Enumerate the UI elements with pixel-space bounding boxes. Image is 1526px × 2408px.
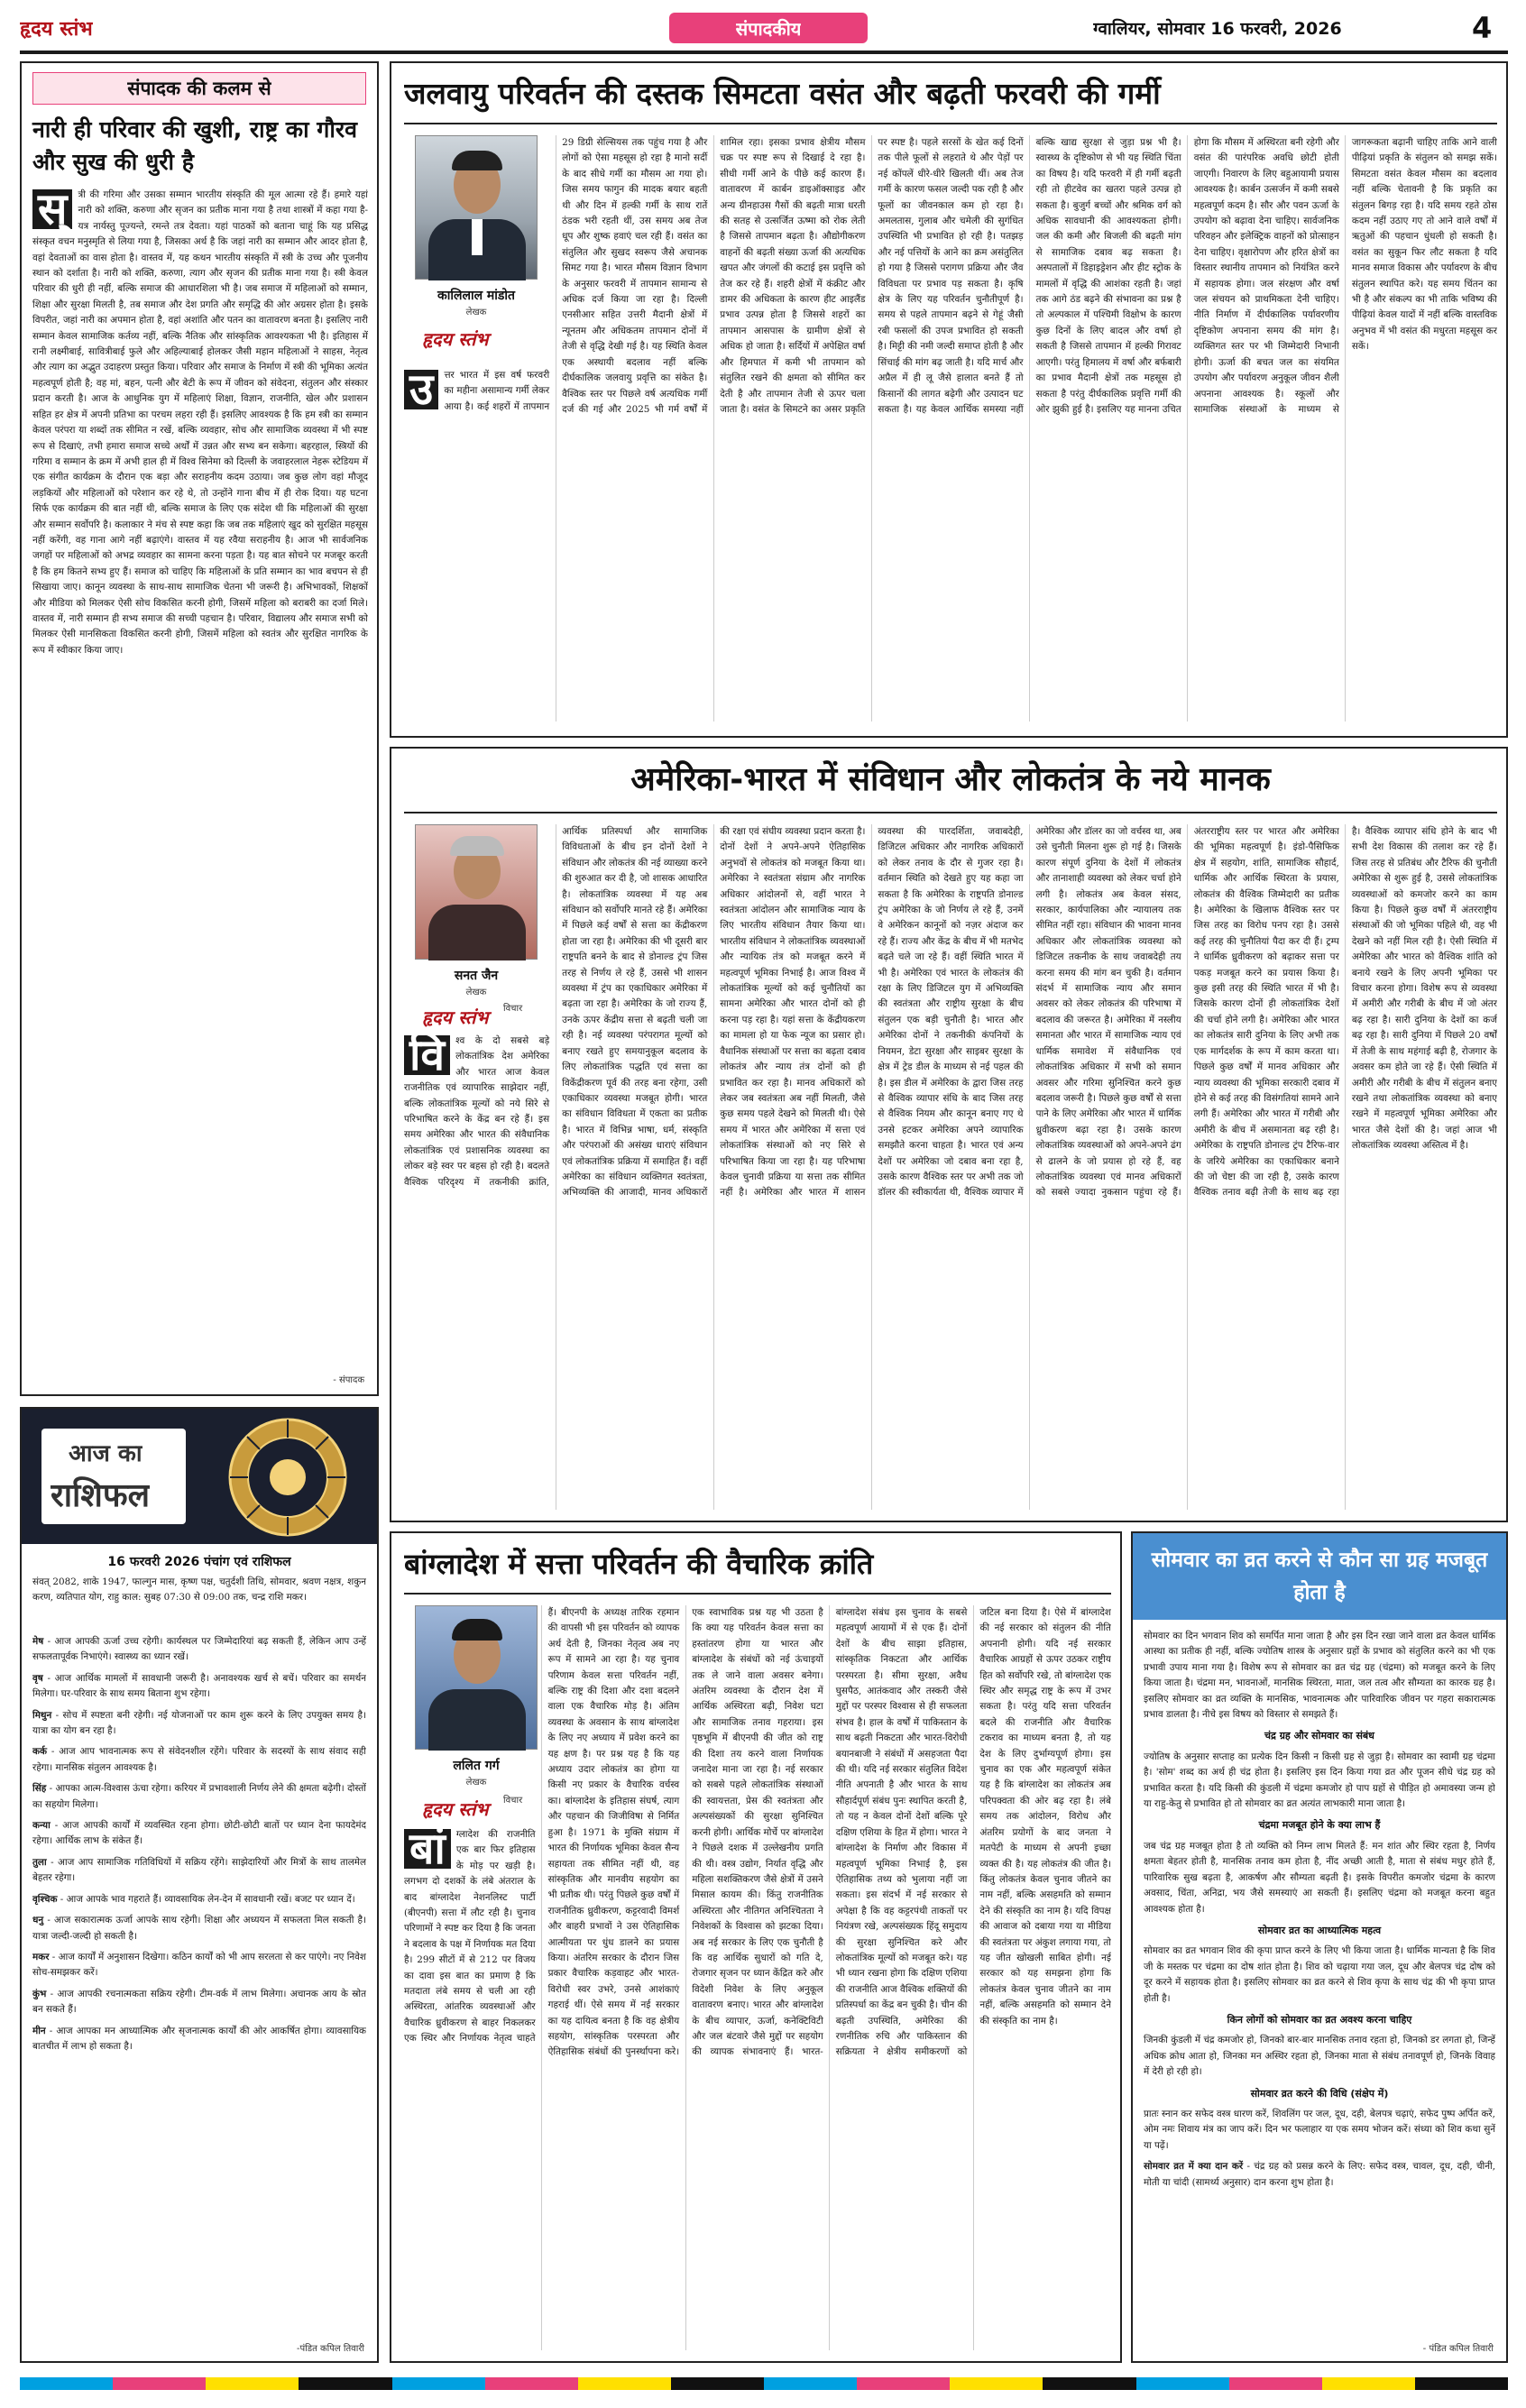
brand-tag: हृदय स्तंभ <box>422 1006 489 1028</box>
list-item: कर्क - आज आप भावनात्मक रूप से संवेदनशील रहेंगे। परिवार के सदस्यों के साथ संवाद सही रहेगा। मानसिक संतुलन आवश्यक है। <box>32 1746 366 1773</box>
sidebar-sub2-body: जब चंद्र ग्रह मजबूत होता है तो व्यक्ति को निम्न लाभ मिलते हैं: मन शांत और स्थिर रहता है, निर्णय क्षमता बेहतर होती है, मानसिक तनाव कम होता है, नींद अच्छी आती है, माता से संबंध मधुर होते हैं, पारिवारिक सुख बढ़ता है, आकर्षण और सौम्यता बढ़ती है। इसके विपरीत कमजोर चंद्रमा के कारण अवसाद, चिंता, अनिद्रा, भय जैसे समस्याएं आ सकती हैं। इसलिए चंद्रमा को मजबूत करना बहुत आवश्यक होता है। <box>1144 1840 1495 1915</box>
article-democracy-dropcap: वि <box>404 1035 450 1075</box>
sidebar-sub5-body: प्रातः स्नान कर सफेद वस्त्र धारण करें, शिवलिंग पर जल, दूध, दही, बेलपत्र चढ़ाएं, सफेद पुष्प अर्पित करें, ओम नमः शिवाय मंत्र का जाप करें। दिन भर फलाहार या एक समय भोजन करें। संध्या को शिव कथा सुनें या पढ़ें। <box>1144 2108 1495 2151</box>
list-item: मिथुन - सोच में स्पष्टता बनी रहेगी। नई योजनाओं पर काम शुरू करने के लिए उपयुक्त समय है। यात्रा का योग बन रहा है। <box>32 1709 366 1737</box>
brand-tag: हृदय स्तंभ <box>422 1798 489 1820</box>
sign-text: आज आपकी ऊर्जा उच्च रहेगी। कार्यस्थल पर जिम्मेदारियां बढ़ सकती हैं, लेकिन आप उन्हें सफलतापूर्वक निभाएंगे। स्वास्थ्य का ध्यान रखें। <box>32 1636 366 1663</box>
rashifal-box <box>20 1407 379 2363</box>
sign-text: आज आपका मन आध्यात्मिक और सृजनात्मक कार्यों की ओर आकर्षित होगा। व्यावसायिक बातचीत में लाभ हो सकता है। <box>32 2025 366 2052</box>
sign-name: धनु <box>32 1915 44 1926</box>
list-item: वृष - आज आर्थिक मामलों में सावधानी जरूरी है। अनावश्यक खर्च से बचें। परिवार का समर्थन मिलेगा। घर-परिवार के साथ समय बिताना शुभ रहेगा। <box>32 1672 366 1700</box>
article-climate-rule <box>404 123 1497 124</box>
sidebar-headline: सोमवार का व्रत करने से कौन सा ग्रह मजबूत होता है <box>1151 1549 1488 1604</box>
sign-text: आज आर्थिक मामलों में सावधानी जरूरी है। अनावश्यक खर्च से बचें। परिवार का समर्थन मिलेगा। घर-परिवार के साथ समय बिताना शुभ रहेगा। <box>32 1672 366 1700</box>
sign-text: आज आपकी कार्यों में व्यवस्थित रहना होगा। छोटी-छोटी बातों पर ध्यान देना फायदेमंद रहेगा। आर्थिक लाभ के संकेत हैं। <box>32 1820 366 1847</box>
editor-kicker-box <box>32 72 366 105</box>
article-democracy-body-wrap <box>404 824 1497 1510</box>
sign-text: आज आपकी रचनात्मकता सक्रिय रहेगी। टीम-वर्क में लाभ मिलेगा। अचानक आय के स्रोत बन सकते हैं। <box>32 1988 366 2016</box>
masthead <box>20 11 1508 47</box>
sign-text: आज सकारात्मक ऊर्जा आपके साथ रहेगी। शिक्षा और अध्ययन में सफलता मिल सकती है। यात्रा जल्दी-जल्दी हो सकती है। <box>32 1915 366 1942</box>
sign-name: मिथुन <box>32 1709 52 1721</box>
article-bangladesh-body: ग्लादेश की राजनीति एक बार फिर इतिहास के मोड़ पर खड़ी है। लगभग दो दशकों के लंबे अंतराल के बाद बांग्लादेश नेशनलिस्ट पार्टी (बीएनपी) सत्ता में लौट रही है। चुनाव परिणामों ने स्पष्ट कर दिया है कि जनता ने बदलाव के पक्ष में निर्णायक मत दिया है। 299 सीटों में से 212 पर विजय का दावा इस बात का प्रमाण है कि मतदाता लंबे समय से चली आ रही अस्थिरता, आंतरिक व्यवस्थाओं और वैचारिक ध्रुवीकरण से बाहर निकलकर एक स्थिर और निर्णायक नेतृत्व चाहते हैं। बीएनपी के अध्यक्ष तारिक रहमान की वापसी भी इस परिवर्तन को व्यापक अर्थ देती है, जिनका नेतृत्व अब नए रूप में सामने आ रहा है। यह चुनाव परिणाम केवल सत्ता परिवर्तन नहीं, बल्कि राष्ट्र की दिशा और दशा बदलने वाला एक वैचारिक मोड़ है। अंतिम व्यवस्था के अवसान के साथ बांग्लादेश के लिए नए अध्याय में प्रवेश करने का यह क्षण है। पर प्रश्न यह है कि यह अध्याय उदार लोकतंत्र का होगा या किसी नए प्रकार के वैचारिक वर्चस्व का। बांग्लादेश के इतिहास संघर्ष, त्याग और पहचान की जिजीविषा से निर्मित हुआ है। 1971 के मुक्ति संग्राम में भारत की निर्णायक भूमिका केवल सैन्य सहायता तक सीमित नहीं थी, वह सांस्कृतिक और मानवीय सहयोग का भी प्रतीक थी। परंतु पिछले कुछ वर्षों में राजनीतिक ध्रुवीकरण, कट्टरवादी विमर्श और बाहरी प्रभावों ने उस ऐतिहासिक आत्मीयता पर धुंध डालने का प्रयास किया। अंतरिम सरकार के दौरान जिस प्रकार वैचारिक कड़वाहट और भारत-विरोधी स्वर उभरे, उनसे आशंकाएं गहराई थीं। ऐसे समय में नई सरकार का यह दायित्व बनता है कि वह क्षेत्रीय सहयोग, सांस्कृतिक परस्परता और ऐतिहासिक संबंधों की पुनर्स्थापना करे। एक स्वाभाविक प्रश्न यह भी उठता है कि क्या यह परिवर्तन केवल सत्ता का हस्तांतरण होगा या भारत और बांग्लादेश के संबंधों को नई ऊंचाइयों तक ले जाने वाला अवसर बनेगा। अंतरिम व्यवस्था के दौरान देश में आर्थिक अस्थिरता बढ़ी, निवेश घटा और सामाजिक तनाव गहराया। इस पृष्ठभूमि में बीएनपी की जीत को राष्ट्र की दिशा तय करने वाला निर्णायक जनादेश माना जा रहा है। नई सरकार को सबसे पहले लोकतांत्रिक संस्थाओं की स्वायत्तता, प्रेस की स्वतंत्रता और अल्पसंख्यकों की सुरक्षा सुनिश्चित करनी होगी। आर्थिक मोर्चे पर बांग्लादेश ने पिछले दशक में उल्लेखनीय प्रगति की थी। वस्त्र उद्योग, निर्यात वृद्धि और महिला सशक्तिकरण जैसे क्षेत्रों में उसने मिसाल कायम की। किंतु राजनीतिक अस्थिरता और नीतिगत अनिश्चितता ने निवेशकों के विश्वास को झटका दिया। अब नई सरकार के लिए एक चुनौती है कि वह आर्थिक सुधारों को गति दे, रोजगार सृजन पर ध्यान केंद्रित करे और विदेशी निवेश के लिए अनुकूल वातावरण बनाए। भारत और बांग्लादेश के बीच व्यापार, ऊर्जा, कनेक्टिविटी और जल बंटवारे जैसे मुद्दों पर सहयोग की व्यापक संभावनाएं हैं। भारत-बांग्लादेश संबंध इस चुनाव के सबसे महत्वपूर्ण आयामों में से एक हैं। दोनों देशों के बीच साझा इतिहास, सांस्कृतिक निकटता और आर्थिक परस्परता है। सीमा सुरक्षा, अवैध घुसपैठ, आतंकवाद और तस्करी जैसे मुद्दों पर परस्पर विश्वास से ही सफलता संभव है। हाल के वर्षों में पाकिस्तान के साथ बढ़ती निकटता और भारत-विरोधी बयानबाजी ने संबंधों में असहजता पैदा की थी। यदि नई सरकार संतुलित विदेश नीति अपनाती है और भारत के साथ सौहार्दपूर्ण संबंध पुनः स्थापित करती है, तो यह न केवल दोनों देशों बल्कि पूरे दक्षिण एशिया के हित में होगा। भारत ने बांग्लादेश के निर्माण और विकास में महत्वपूर्ण भूमिका निभाई है, इस ऐतिहासिक तथ्य को भुलाया नहीं जा सकता। इस संदर्भ में नई सरकार से अपेक्षा है कि वह कट्टरपंथी ताकतों पर नियंत्रण रखे, अल्पसंख्यक हिंदू समुदाय की सुरक्षा सुनिश्चित करे और लोकतांत्रिक मूल्यों को मजबूत करे। यह भी ध्यान रखना होगा कि दक्षिण एशिया की राजनीति आज वैश्विक शक्तियों की प्रतिस्पर्धा का केंद्र बन चुकी है। चीन की बढ़ती उपस्थिति, अमेरिका की रणनीतिक रुचि और पाकिस्तान की सक्रियता ने क्षेत्रीय समीकरणों को जटिल बना दिया है। ऐसे में बांग्लादेश की नई सरकार को संतुलन की नीति अपनानी होगी। यदि नई सरकार वैचारिक आग्रहों से ऊपर उठकर राष्ट्रीय हित को सर्वोपरि रखे, तो बांग्लादेश एक स्थिर और समृद्ध राष्ट्र के रूप में उभर सकता है। परंतु यदि सत्ता परिवर्तन बदले की राजनीति और वैचारिक टकराव का माध्यम बनता है, तो यह देश के लिए दुर्भाग्यपूर्ण होगा। इस चुनाव का एक और महत्वपूर्ण संकेत यह है कि बांग्लादेश का लोकतंत्र अब परिपक्वता की ओर बढ़ रहा है। लंबे समय तक आंदोलन, विरोध और अंतरिम प्रयोगों के बाद जनता ने मतपेटी के माध्यम से अपनी इच्छा व्यक्त की है। यह लोकतंत्र की जीत है। किंतु लोकतंत्र केवल चुनाव जीतने का नाम नहीं, बल्कि असहमति को सम्मान देने की संस्कृति का नाम है। यदि विपक्ष की आवाज को दबाया गया या मीडिया की स्वतंत्रता पर अंकुश लगाया गया, तो यह जीत खोखली साबित होगी। नई सरकार को यह समझना होगा कि लोकतंत्र केवल चुनाव जीतने का नाम नहीं, बल्कि असहमति को सम्मान देने की संस्कृति का नाम है। <box>404 1607 1111 2058</box>
sign-name: वृष <box>32 1672 43 1684</box>
editor-dropcap: स् <box>32 189 72 229</box>
list-item: वृश्चिक - आज आपके भाव गहराते हैं। व्यावसायिक लेन-देन में सावधानी रखें। बजट पर ध्यान दें। <box>32 1893 355 1905</box>
editor-body-wrap <box>32 188 368 1360</box>
editor-column <box>20 61 379 1396</box>
article-bangladesh-headline: बांग्लादेश में सत्ता परिवर्तन की वैचारिक क्रांति <box>404 1547 874 1581</box>
author-name: सनत जैन <box>454 969 499 983</box>
byline-spacer <box>404 135 549 368</box>
masthead-rule <box>20 51 1508 54</box>
sign-name: कर्क <box>32 1746 47 1758</box>
list-item: मेष - आज आपकी ऊर्जा उच्च रहेगी। कार्यस्थल पर जिम्मेदारियां बढ़ सकती हैं, लेकिन आप उन्हें सफलतापूर्वक निभाएंगे। स्वास्थ्य का ध्यान रखें। <box>32 1636 366 1663</box>
sign-name: कुंभ <box>32 1988 47 1999</box>
column-name: हृदय स्तंभ <box>20 18 93 41</box>
list-item: धनु - आज सकारात्मक ऊर्जा आपके साथ रहेगी। शिक्षा और अध्ययन में सफलता मिल सकती है। यात्रा जल्दी-जल्दी हो सकती है। <box>32 1915 366 1942</box>
page-number: 4 <box>1472 11 1493 45</box>
author-name: ललित गर्ग <box>453 1759 500 1773</box>
author-role: लेखक <box>465 1778 487 1788</box>
list-item: कुंभ - आज आपकी रचनात्मकता सक्रिय रहेगी। टीम-वर्क में लाभ मिलेगा। अचानक आय के स्रोत बन सकते हैं। <box>32 1988 366 2016</box>
article-democracy-headline: अमेरिका-भारत में संविधान और लोकतंत्र के नये मानक <box>630 761 1271 798</box>
sign-name: सिंह <box>32 1783 47 1795</box>
sidebar-sub2: चंद्रमा मजबूत होने के क्या लाभ हैं <box>1258 1819 1381 1832</box>
editor-kicker: संपादक की कलम से <box>127 78 271 99</box>
editor-signature: - संपादक <box>333 1375 364 1385</box>
brand-tag: हृदय स्तंभ <box>422 328 489 350</box>
list-item: मकर - आज कार्यों में अनुशासन दिखेगा। कठिन कार्यों को भी आप सरलता से कर पाएंगे। नए निवेश सोच-समझकर करें। <box>32 1951 366 1979</box>
sidebar-sub1: चंद्र ग्रह और सोमवार का संबंध <box>1264 1730 1374 1742</box>
section-label: संपादकीय <box>735 17 802 40</box>
sign-name: मीन <box>32 2025 46 2036</box>
article-climate-dropcap: उ <box>404 370 438 409</box>
sign-text: आज आप भावनात्मक रूप से संवेदनशील रहेंगे। परिवार के सदस्यों के साथ संवाद सही रहेगा। मानसिक संतुलन आवश्यक है। <box>32 1746 366 1773</box>
byline-spacer <box>404 824 549 1034</box>
sign-name: मकर <box>32 1951 50 1962</box>
sidebar-sub3-body: सोमवार का व्रत भगवान शिव की कृपा प्राप्त करने के लिए भी किया जाता है। धार्मिक मान्यता है कि शिव जी के मस्तक पर चंद्रमा का दोष शांत होता है। शिव को चढ़ाया गया जल, दूध और बेलपत्र चंद्र दोष को दूर करने में सहायक होता है। इसलिए सोमवार का व्रत करने से शिव कृपा के साथ चंद्र की भी कृपा प्राप्त होती है। <box>1144 1945 1495 2004</box>
sidebar-sub3: सोमवार व्रत का आध्यात्मिक महत्व <box>1257 1924 1382 1936</box>
article-democracy-body: श्व के दो सबसे बड़े लोकतांत्रिक देश अमेरिका और भारत आज केवल राजनीतिक एवं व्यापारिक साझेदार नहीं, बल्कि लोकतांत्रिक मूल्यों को नये सिरे से परिभाषित करने के केंद्र बन रहे हैं। इस समय अमेरिका और भारत की संवैधानिक लोकतांत्रिक एवं प्रशासनिक व्यवस्था का लोकर बड़े स्वर पर बहस हो रही है। बदलते वैश्विक परिदृश्य में तकनीकी क्रांति, आर्थिक प्रतिस्पर्धा और सामाजिक विविधताओं के बीच इन दोनों देशों ने संविधान और लोकतंत्र की नई व्याख्या करने की शुरुआत कर दी है, जो शासक आधारित है। लोकतांत्रिक व्यवस्था में यह अब संविधान को सर्वोपरि मानते रहे हैं। अमेरिका में पिछले कई वर्षों से सत्ता का केंद्रीकरण होता जा रहा है। अमेरिका की भी दूसरी बार राष्ट्रपति बनने के बाद से डोनाल्ड ट्रंप जिस तरह से निर्णय ले रहे हैं, उससे भी शासन व्यवस्था में ट्रंप का एकाधिकार अमेरिका में बढ़ता जा रहा है। अमेरिका के जो राज्य हैं, उनके ऊपर केंद्रीय सत्ता से बढ़ती चली जा रही है। नई व्यवस्था परंपरागत मूल्यों को बनाए रखते हुए समयानुकूल बदलाव के लिए लोकतांत्रिक पद्धति एवं सत्ता का विकेंद्रीकरण पूर्व की तरह बना रहेगा, उसी एकाधिकार व्यवस्था मजबूत होगी। भारत का संविधान विविधता में एकता का प्रतीक है। भारत में विभिन्न भाषा, धर्म, संस्कृति और परंपराओं की असंख्य धाराएं संविधान एवं लोकतांत्रिक प्रक्रिया में समाहित हैं। वहीं अमेरिका का संविधान व्यक्तिगत स्वतंत्रता, अभिव्यक्ति की आजादी, मानव अधिकारों की रक्षा एवं संघीय व्यवस्था प्रदान करता है। दोनों देशों ने अपने-अपने ऐतिहासिक अनुभवों से लोकतंत्र को मजबूत किया था। अमेरिका ने स्वतंत्रता संग्राम और नागरिक अधिकार आंदोलनों से, वहीं भारत ने स्वतंत्रता आंदोलन और सामाजिक न्याय के लिए भारतीय संविधान तैयार किया था। भारतीय संविधान ने लोकतांत्रिक व्यवस्थाओं और न्यायिक तंत्र को मजबूत करने में महत्वपूर्ण भूमिका निभाई है। आज विश्व में लोकतांत्रिक मूल्यों को कई चुनौतियों का सामना अमेरिका और भारत दोनों को ही करना पड़ रहा है। यहां सत्ता के केंद्रीयकरण का मामला हो या फेक न्यूज का प्रसार हो। वैधानिक संस्थाओं पर सत्ता का बढ़ता दबाव लोकतंत्र और न्याय तंत्र दोनों को ही प्रभावित कर रहा है। मानव अधिकारों को लेकर जब स्वतंत्रता अब नहीं मिलती, जैसे कुछ समय पहले देखने को मिलती थी। ऐसे समय में भारत और अमेरिका में सत्ता एवं लोकतांत्रिक संस्थाओं को नए सिरे से परिभाषित किया जा रहा है। यह परिभाषा केवल चुनावी प्रक्रिया या सत्ता तक सीमित नहीं है। अमेरिका और भारत में शासन व्यवस्था की पारदर्शिता, जवाबदेही, डिजिटल अधिकार और नागरिक अधिकारों को लेकर तनाव के दौर से गुजर रहा है। वर्तमान स्थिति को देखते हुए यह कहा जा सकता है कि अमेरिका के राष्ट्रपति डोनाल्ड ट्रंप अमेरिका के जो निर्णय ले रहे हैं, उनमें वे अमेरिकन कानूनों को नज़र अंदाज कर रहे हैं। राज्य और केंद्र के बीच में भी मतभेद बढ़ते चले जा रहे हैं। वहीं स्थिति भारत में भी है। अमेरिका एवं भारत के लोकतंत्र की रक्षा के लिए डिजिटल युग में अभिव्यक्ति की स्वतंत्रता और राष्ट्रीय सुरक्षा के बीच संतुलन एक बड़ी चुनौती है। भारत और अमेरिका दोनों ने तकनीकी कंपनियों के नियमन, डेटा सुरक्षा और साइबर सुरक्षा के क्षेत्र में ट्रेड डील के माध्यम से नई पहल की है। इस डील में अमेरिका के द्वारा जिस तरह से वैश्विक व्यापार संधि के बाद जिस तरह से वैश्विक नियम और कानून बनाए गए थे उनसे हटकर अमेरिका अपने व्यापारिक समझौते करना चाहता है। भारत एवं अन्य देशों पर अमेरिका जो दबाव बना रहा है, उसके कारण वैश्विक स्तर पर अभी तक जो डॉलर की स्वीकार्यता थी, वैश्विक व्यापार में अमेरिका और डॉलर का जो वर्चस्व था, अब उसे चुनौती मिलना शुरू हो गई है। जिसके कारण संपूर्ण दुनिया के देशों में लोकतंत्र और तानाशाही व्यवस्था को लेकर चर्चा होने लगी है। लोकतंत्र अब केवल संसद, सरकार, कार्यपालिका और न्यायालय तक सीमित नहीं रहा। संविधान की भावना मानव अधिकार और लोकतांत्रिक व्यवस्था को डिजिटल तकनीक के साथ जवाबदेही तय करना समय की मांग बन चुकी है। वर्तमान संदर्भ में सामाजिक न्याय और समान अवसर को लेकर लोकतंत्र की परिभाषा में बदलाव की जरूरत है। अमेरिका में नस्लीय समानता और भारत में सामाजिक न्याय एवं धार्मिक समावेश में संवैधानिक एवं लोकतांत्रिक अधिकार में सभी को समान अवसर और गरिमा सुनिश्चित करने कुछ बदलाव जरूरी है। पिछले कुछ वर्षों से सत्ता पाने के लिए अमेरिका और भारत में धार्मिक ध्रुवीकरण बढ़ा रहा है। उसके कारण लोकतांत्रिक व्यवस्थाओं को अपने-अपने ढंग से ढालने के जो प्रयास हो रहे हैं, वह लोकतांत्रिक व्यवस्था एवं मानव अधिकारों को सबसे ज्यादा नुकसान पहुंचा रहे हैं। अंतरराष्ट्रीय स्तर पर भारत और अमेरिका की भूमिका महत्वपूर्ण है। इंडो-पैसिफिक क्षेत्र में सहयोग, शांति, सामाजिक सौहार्द, धार्मिक और आर्थिक स्थिरता के प्रयास, लोकतंत्र की वैश्विक जिम्मेदारी का प्रतीक है। अमेरिका के खिलाफ वैश्विक स्तर पर जिस तरह का विरोध पनप रहा है। उससे कई तरह की चुनौतियां पैदा कर दी हैं। ट्रम्प ने धार्मिक ध्रुवीकरण को बढ़ाकर सत्ता पर पकड़ मजबूत करने का प्रयास किया है। कुछ इसी तरह की स्थिति भारत में भी है। जिसके कारण दोनों ही लोकतांत्रिक देशों की चर्चा होने लगी है। अमेरिका और भारत का लोकतंत्र सारी दुनिया के लिए अभी तक एक मार्गदर्शक के रूप में काम करता था। पिछले कुछ वर्षों में मानव अधिकार और न्याय व्यवस्था की भूमिका सरकारी दबाव में होने से कई तरह की विसंगतियां सामने आने लगी हैं। अमेरिका और भारत में गरीबी और अमीरी के बीच में असमानता बढ़ रही है। अमेरिका के राष्ट्रपति डोनाल्ड ट्रंप टैरिफ-वार के जरिये अमेरिका का एकाधिकार बनाने की जो चेष्टा की जा रही है, उसके कारण वैश्विक तनाव बढ़ी तेजी के साथ बढ़ रहा है। वैश्विक व्यापार संधि होने के बाद भी सभी देश विकास की तलाश कर रहे हैं। जिस तरह से प्रतिबंध और टैरिफ की चुनौती अमेरिका से शुरू हुई है, उससे लोकतांत्रिक व्यवस्थाओं को कमजोर करने का काम किया है। पिछले कुछ वर्षों में अंतरराष्ट्रीय संस्थाओं की जो भूमिका पहिले थी, वह भी देखने को नहीं मिल रही है। ऐसी स्थिति में अमेरिका और भारत को वैश्विक शांति को बनाये रखने के लिए अपनी भूमिका पर विचार करना होगा। विशेष रूप से व्यवस्था में अमीरी और गरीबी के बीच में जो अंतर बढ़ रहा है। सारी दुनिया के देशों का कर्ज बढ़ रहा है। सारी दुनिया में पिछले 20 वर्षों में तेजी के साथ महंगाई बढ़ी है, रोजगार के अवसर कम होते जा रहे हैं। ऐसी स्थिति में अमीरी और गरीबी के बीच में संतुलन बनाए रखने तथा लोकतांत्रिक व्यवस्था को बनाए रखने में महत्वपूर्ण भूमिका अमेरिका और भारत जैसे देशों की है। जहां आज भी लोकतांत्रिक व्यवस्था अस्तित्व में है। <box>404 826 1497 1199</box>
article-climate-body: त्तर भारत में इस वर्ष फरवरी का महीना असामान्य गर्मी लेकर आया है। कई शहरों में तापमान 29 डिग्री सेल्सियस तक पहुंच गया है और लोगों को ऐसा महसूस हो रहा है मानो सर्दी के बाद सीधे गर्मी का मौसम आ गया हो। जिस समय फागुन की मादक बयार बहती थी और दिन में हल्की गर्मी के साथ रातें ठंडक भरी रहती थीं, उस समय अब तेज धूप और शुष्क हवाएं चल रही हैं। वसंत का संतुलित और सुखद स्वरूप जैसे अचानक सिमट गया है। भारत मौसम विज्ञान विभाग के अनुसार फरवरी में तापमान सामान्य से अधिक दर्ज किया जा रहा है। दिल्ली एनसीआर सहित उत्तरी मैदानी क्षेत्रों में न्यूनतम और अधिकतम तापमान दोनों में तेजी से वृद्धि देखी गई है। यह स्थिति केवल एक अस्थायी बदलाव नहीं बल्कि दीर्घकालिक जलवायु प्रवृत्ति का संकेत है। वैश्विक स्तर पर पिछले वर्ष अत्यधिक गर्मी दर्ज की गई और 2025 भी गर्म वर्षों में शामिल रहा। इसका प्रभाव क्षेत्रीय मौसम चक्र पर स्पष्ट रूप से दिखाई दे रहा है। सीधी गर्मी आने के पीछे कई कारण हैं। वातावरण में कार्बन डाइऑक्साइड और अन्य ग्रीनहाउस गैसों की बढ़ती मात्रा धरती की सतह से उत्सर्जित ऊष्मा को रोक लेती है जिससे तापमान बढ़ता है। औद्योगीकरण वाहनों की बढ़ती संख्या ऊर्जा की अत्यधिक खपत और जंगलों की कटाई इस प्रवृत्ति को तेज कर रहे हैं। शहरी क्षेत्रों में कंक्रीट और डामर की अधिकता के कारण हीट आइलैंड प्रभाव उत्पन्न होता है जिससे शहरों का तापमान आसपास के ग्रामीण क्षेत्रों से अधिक हो जाता है। सर्दियों में अपेक्षित वर्षा और हिमपात में कमी भी तापमान को संतुलित रखने की क्षमता को सीमित कर देती है और तापमान तेजी से ऊपर चला जाता है। वसंत के सिमटने का असर प्रकृति पर स्पष्ट है। पहले सरसों के खेत कई दिनों तक पीले फूलों से लहराते थे और पेड़ों पर नई कोंपलें धीरे-धीरे खिलती थीं। अब तेज गर्मी के कारण फसल जल्दी पक रही है और फूलों का जीवनकाल कम हो रहा है। अमलतास, गुलाब और चमेली की सुगंधित उपस्थिति भी प्रभावित हो रही है। पतझड़ और नई पत्तियों के आने का क्रम असंतुलित हो गया है जिससे परागण प्रक्रिया और जैव विविधता पर प्रभाव पड़ सकता है। कृषि क्षेत्र के लिए यह परिवर्तन चुनौतीपूर्ण है। समय से पहले तापमान बढ़ने से गेहूं जैसी रबी फसलों की उपज प्रभावित हो सकती है। मिट्टी की नमी जल्दी समाप्त होती है और सिंचाई की मांग बढ़ जाती है। यदि मार्च और अप्रैल में ही लू जैसे हालात बनते हैं तो किसानों की लागत बढ़ेगी और उत्पादन घट सकता है। यह केवल आर्थिक समस्या नहीं बल्कि खाद्य सुरक्षा से जुड़ा प्रश्न भी है। स्वास्थ्य के दृष्टिकोण से भी यह स्थिति चिंता का विषय है। यदि फरवरी में ही गर्मी बढ़ती रही तो हीटवेव का खतरा पहले उत्पन्न हो सकता है। बुजुर्ग बच्चों और श्रमिक वर्ग को अधिक सावधानी की आवश्यकता होगी। जल की कमी और बिजली की बढ़ती मांग से सामाजिक दबाव बढ़ सकता है। अस्पतालों में डिहाइड्रेशन और हीट स्ट्रोक के मामलों में वृद्धि की आशंका रहती है। जहां तक आगे ठंड बढ़ने की संभावना का प्रश्न है तो अल्पकाल में पश्चिमी विक्षोभ के कारण कुछ दिनों के लिए बादल और वर्षा हो सकती है जिससे तापमान में हल्की गिरावट आएगी। परंतु हिमालय में वर्षा और बर्फबारी का प्रभाव मैदानी क्षेत्रों तक महसूस हो सकता है परंतु दीर्घकालिक प्रवृत्ति गर्मी की ओर झुकी हुई है। इसलिए यह मानना उचित होगा कि मौसम में अस्थिरता बनी रहेगी और वसंत की पारंपरिक अवधि छोटी होती जाएगी। निवारण के लिए बहुआयामी प्रयास आवश्यक है। कार्बन उत्सर्जन में कमी सबसे महत्वपूर्ण कदम है। सौर और पवन ऊर्जा के उपयोग को बढ़ावा देना चाहिए। सार्वजनिक परिवहन और इलेक्ट्रिक वाहनों को प्रोत्साहन देना चाहिए। वृक्षारोपण और हरित क्षेत्रों का विस्तार स्थानीय तापमान को नियंत्रित करने में सहायक होगा। जल संरक्षण और वर्षा जल संचयन को प्राथमिकता देनी चाहिए। नीति निर्माण में दीर्घकालिक पर्यावरणीय दृष्टिकोण अपनाना समय की मांग है। व्यक्तिगत स्तर पर भी जिम्मेदारी निभानी होगी। ऊर्जा की बचत जल का संयमित उपयोग और पर्यावरण अनुकूल जीवन शैली अपनाना आवश्यक है। स्कूलों और सामाजिक संस्थाओं के माध्यम से जागरूकता बढ़ानी चाहिए ताकि आने वाली पीढ़ियां प्रकृति के संतुलन को समझ सकें। सिमटता वसंत केवल मौसम का बदलाव नहीं बल्कि चेतावनी है कि प्रकृति का संतुलन बिगड़ रहा है। यदि समय रहते ठोस कदम नहीं उठाए गए तो आने वाले वर्षों में ऋतुओं की पहचान धुंधली हो सकती है। वसंत का सुकून फिर लौट सकता है यदि मानव समाज विकास और पर्यावरण के बीच संतुलन स्थापित करे। यह समय चिंतन का भी है और संकल्प का भी ताकि भविष्य की पीढ़ियां केवल यादों में नहीं बल्कि वास्तविक अनुभव में भी वसंत की मधुरता महसूस कर सकें। <box>444 137 1497 415</box>
article-bangladesh-body-wrap <box>404 1605 1111 2350</box>
panchang: संवत् 2082, शाके 1947, फाल्गुन मास, कृष्ण पक्ष, चतुर्दशी तिथि, सोमवार, श्रवण नक्षत्र, शकुन करण, व्यतिपात योग, राहु काल: सुबह 07:30 से 09:00 तक, चन्द्र राशि मकर। <box>32 1576 366 1604</box>
article-democracy <box>390 747 1508 1522</box>
registration-bar <box>20 2377 1508 2390</box>
sign-text: सोच में स्पष्टता बनी रहेगी। नई योजनाओं पर काम शुरू करने के लिए उपयुक्त समय है। यात्रा का योग बन रहा है। <box>32 1709 366 1737</box>
list-item: मीन - आज आपका मन आध्यात्मिक और सृजनात्मक कार्यों की ओर आकर्षित होगा। व्यावसायिक बातचीत में लाभ हो सकता है। <box>32 2025 366 2052</box>
rashifal-banner <box>22 1409 377 1544</box>
article-democracy-rule <box>404 812 1497 813</box>
zodiac-wheel-icon <box>211 1414 364 1540</box>
sign-text: आपका आत्म-विश्वास ऊंचा रहेगा। करियर में प्रभावशाली निर्णय लेने की क्षमता बढ़ेगी। दोस्तों का सहयोग मिलेगा। <box>32 1783 366 1810</box>
sidebar-intro: सोमवार का दिन भगवान शिव को समर्पित माना जाता है और इस दिन रखा जाने वाला व्रत केवल धार्मिक आस्था का प्रतीक ही नहीं, बल्कि ज्योतिष शास्त्र के अनुसार ग्रहों के प्रभाव को संतुलित करने का भी एक प्रभावी उपाय माना गया है। विशेष रूप से सोमवार का व्रत चंद्र ग्रह (चंद्रमा) को मजबूत करने के लिए किया जाता है। चंद्रमा मन, भावनाओं, मानसिक स्थिरता, माता, जल तत्व और सौम्यता का कारक ग्रह है। इसलिए सोमवार का व्रत व्यक्ति के मानसिक, भावनात्मक और पारिवारिक जीवन पर गहरा सकारात्मक प्रभाव डालता है। नीचे इस विषय को विस्तार से समझते हैं। <box>1144 1631 1495 1721</box>
sidebar-sub6: सोमवार व्रत में क्या दान करें <box>1144 2161 1244 2173</box>
list-item: तुला - आज आप सामाजिक गतिविधियों में सक्रिय रहेंगे। साझेदारियों और मित्रों के साथ तालमेल बेहतर रहेगा। <box>32 1856 366 1884</box>
sidebar-body: सोमवार का दिन भगवान शिव को समर्पित माना जाता है और इस दिन रखा जाने वाला व्रत केवल धार्मिक आस्था का प्रतीक ही नहीं, बल्कि ज्योतिष शास्त्र के अनुसार ग्रहों के प्रभाव को संतुलित करने का भी एक प्रभावी उपाय माना गया है। विशेष रूप से सोमवार का व्रत चंद्र ग्रह (चंद्रमा) को मजबूत करने के लिए किया जाता है। चंद्रमा मन, भावनाओं, मानसिक स्थिरता, माता, जल तत्व और सौम्यता का कारक ग्रह है। इसलिए सोमवार का व्रत व्यक्ति के मानसिक, भावनात्मक और पारिवारिक जीवन पर गहरा सकारात्मक प्रभाव डालता है। नीचे इस विषय को विस्तार से समझते हैं। चंद्र ग्रह और सोमवार का संबंध ज्योतिष के अनुसार सप्ताह का प्रत्येक दिन किसी न किसी ग्रह से जुड़ा है। सोमवार का स्वामी ग्रह चंद्रमा है। 'सोम' शब्द का अर्थ ही चंद्र होता है। इसलिए इस दिन किया गया व्रत और पूजन सीधे चंद्र ग्रह को प्रभावित करता है। यदि किसी की कुंडली में चंद्रमा कमजोर हो पाप ग्रहों से पीड़ित हो अमावस्या जन्म हो या राहु-केतु से प्रभावित हो तो सोमवार का व्रत अत्यंत लाभकारी माना जाता है। चंद्रमा मजबूत होने के क्या लाभ हैं जब चंद्र ग्रह मजबूत होता है तो व्यक्ति को निम्न लाभ मिलते हैं: मन शांत और स्थिर रहता है, निर्णय क्षमता बेहतर होती है, मानसिक तनाव कम होता है, नींद अच्छी आती है, माता से संबंध मधुर होते हैं, पारिवारिक सुख बढ़ता है, आकर्षण और सौम्यता बढ़ती है। इसके विपरीत कमजोर चंद्रमा के कारण अवसाद, चिंता, अनिद्रा, भय जैसे समस्याएं आ सकती हैं। इसलिए चंद्रमा को मजबूत करना बहुत आवश्यक होता है। सोमवार व्रत का आध्यात्मिक महत्व सोमवार का व्रत भगवान शिव की कृपा प्राप्त करने के लिए भी किया जाता है। धार्मिक मान्यता है कि शिव जी के मस्तक पर चंद्रमा का दोष शांत होता है। शिव को चढ़ाया गया जल, दूध और बेलपत्र चंद्र दोष को दूर करने में सहायक होता है। इसलिए सोमवार का व्रत करने से शिव कृपा के साथ चंद्र की भी कृपा प्राप्त होती है। किन लोगों को सोमवार का व्रत अवश्य करना चाहिए जिनकी कुंडली में चंद्र कमजोर हो, जिनको बार-बार मानसिक तनाव रहता हो, जिनको डर लगता हो, जिन्हें अधिक क्रोध आता हो, जिनका मन अस्थिर रहता हो, जिनका माता से संबंध तनावपूर्ण हो, जिनके विवाह में देरी हो रही हो। सोमवार व्रत करने की विधि (संक्षेप में) प्रातः स्नान कर सफेद वस्त्र धारण करें, शिवलिंग पर जल, दूध, दही, बेलपत्र चढ़ाएं, सफेद पुष्प अर्पित करें, ओम नमः शिवाय मंत्र का जाप करें। दिन भर फलाहार या एक समय भोजन करें। संध्या को शिव कथा सुनें या पढ़ें। सोमवार व्रत में क्या दान करें - चंद्र ग्रह को प्रसन्न करने के लिए: सफेद वस्त्र, चावल, दूध, दही, चीनी, मोती या चांदी (सामर्थ्य अनुसार) दान करना शुभ होता है। <box>1144 1631 1495 2188</box>
sign-text: आज आपके भाव गहराते हैं। व्यावसायिक लेन-देन में सावधानी रखें। बजट पर ध्यान दें। <box>66 1893 355 1905</box>
sign-text: आज कार्यों में अनुशासन दिखेगा। कठिन कार्यों को भी आप सरलता से कर पाएंगे। नए निवेश सोच-समझकर करें। <box>32 1951 366 1979</box>
article-climate <box>390 61 1508 738</box>
sidebar-signature: - पंडित कपिल तिवारी <box>1422 2344 1494 2354</box>
byline-spacer <box>404 1605 536 1827</box>
author-role: लेखक <box>465 308 487 317</box>
author-name: कालिलाल मांडोत <box>437 289 516 303</box>
sidebar-sub6-body: चंद्र ग्रह को प्रसन्न करने के लिए: सफेद वस्त्र, चावल, दूध, दही, चीनी, मोती या चांदी (सामर्थ्य अनुसार) दान करना शुभ होता है। <box>1144 2161 1495 2188</box>
rashifal-title-2: राशिफल <box>51 1477 151 1514</box>
article-climate-headline: जलवायु परिवर्तन की दस्तक सिमटता वसंत और बढ़ती फरवरी की गर्मी <box>404 76 1161 111</box>
sign-name: तुला <box>32 1856 47 1868</box>
brand-sub: विचार <box>503 1796 523 1806</box>
section-badge <box>669 13 868 43</box>
rashifal-signature: -पंडित कपिल तिवारी <box>296 2344 364 2354</box>
brand-sub: विचार <box>503 1004 523 1014</box>
article-climate-body-wrap <box>404 135 1497 721</box>
sign-text: आज आप सामाजिक गतिविधियों में सक्रिय रहेंगे। साझेदारियों और मित्रों के साथ तालमेल बेहतर रहेगा। <box>32 1856 366 1884</box>
sidebar-sub4-body: जिनकी कुंडली में चंद्र कमजोर हो, जिनको बार-बार मानसिक तनाव रहता हो, जिनको डर लगता हो, जिन्हें अधिक क्रोध आता हो, जिनका मन अस्थिर रहता हो, जिनका माता से संबंध तनावपूर्ण हो, जिनके विवाह में देरी हो रही हो। <box>1144 2035 1495 2078</box>
article-bangladesh-rule <box>404 1593 1111 1595</box>
list-item: सिंह - आपका आत्म-विश्वास ऊंचा रहेगा। करियर में प्रभावशाली निर्णय लेने की क्षमता बढ़ेगी। दोस्तों का सहयोग मिलेगा। <box>32 1783 366 1810</box>
author-role: लेखक <box>465 988 487 997</box>
sidebar-header <box>1133 1533 1506 1620</box>
sidebar-sub4: किन लोगों को सोमवार का व्रत अवश्य करना चाहिए <box>1227 2013 1412 2026</box>
sign-name: कन्या <box>32 1820 51 1832</box>
sidebar-monday <box>1131 1531 1508 2363</box>
editor-body: त्री की गरिमा और उसका सम्मान भारतीय संस्कृति की मूल आत्मा रहे हैं। हमारे यहां नारी को शक्ति, करुणा और सृजन का प्रतीक माना गया है तथा शास्त्रों में कहा गया है- यत्र नार्यस्तु पूज्यन्ते, रमन्ते तत्र देवता। यहां पाठकों को बताना चाहूं कि यह प्रसिद्ध संस्कृत वचन मनुस्मृति से लिया गया है, जिसका अर्थ है कि जहां नारी का सम्मान और आदर होता है, वहां देवताओं का वास होता है। वास्तव में, यह कथन भारतीय संस्कृति में स्त्री के उच्च और पूजनीय स्थान को दर्शाता है। नारी को शक्ति, करुणा, त्याग और सृजन की प्रतीक माना गया है। स्त्री केवल परिवार की धुरी ही नहीं, बल्कि समाज की आधारशिला भी है। जब समाज में महिलाओं को सम्मान, शिक्षा और सुरक्षा मिलती है, तब समाज और देश प्रगति और समृद्धि की ओर अग्रसर होता है। इसके विपरीत, जहां नारी का अपमान होता है, वहां अशांति और पतन का वातावरण बनता है। इसलिए नारी सम्मान केवल सामाजिक कर्तव्य नहीं, बल्कि नैतिक और सांस्कृतिक आवश्यकता भी है। इतिहास में रानी लक्ष्मीबाई, सावित्रीबाई फुले और अहिल्याबाई होलकर जैसी महान महिलाओं ने साहस, नेतृत्व और त्याग का अद्भुत उदाहरण प्रस्तुत किया। परिवार और समाज के निर्माण में स्त्री की भूमिका अत्यंत महत्वपूर्ण होती है; वह मां, बहन, पत्नी और बेटी के रूप में जीवन को संवेदना, संतुलन और संस्कार प्रदान करती है। आज के आधुनिक युग में महिलाएं शिक्षा, विज्ञान, राजनीति, खेल और प्रशासन सहित हर क्षेत्र में अपनी प्रतिभा का परचम लहरा रही हैं। इसलिए आवश्यक है कि हम स्त्री का सम्मान केवल परंपरा या शब्दों तक सीमित न रखें, बल्कि व्यवहार, सोच और सामाजिक व्यवस्था में भी स्पष्ट रूप से दिखाएं, तभी हमारा समाज सच्चे अर्थों में उन्नत और सभ्य बन सकेगा। बहरहाल, स्त्रियों की गरिमा व सम्मान के क्रम में अभी हाल ही में विश्व सिनेमा को दिल्ली के जवाहरलाल नेहरू स्टेडियम में एक संगीत कार्यक्रम के दौरान एक बड़ा और सराहनीय कदम उठाया। जब कुछ लोग वहां मौजूद लड़कियों और महिलाओं को परेशान कर रहे थे, तो उन्होंने गाना बीच में ही रोक दिया। यह घटना सिर्फ एक कार्यक्रम की बात नहीं थी, बल्कि समाज के लिए एक संदेश थी कि महिलाओं की सुरक्षा और सम्मान सर्वोपरि है। कलाकार ने मंच से स्पष्ट कहा कि जब तक महिलाएं खुद को सुरक्षित महसूस नहीं करेंगी, वह गाना आगे नहीं बढ़ाएंगे। वास्तव में यह रवैया सराहनीय है। आज भी सार्वजनिक जगहों पर महिलाओं को अभद्र व्यवहार का सामना करना पड़ता है। यह बात सोचने पर मजबूर करती है कि हम कितने सभ्य हुए हैं। समाज को चाहिए कि महिलाओं के प्रति सम्मान का भाव बचपन से ही सिखाया जाए। कानून व्यवस्था के साथ-साथ सामाजिक चेतना भी जरूरी है। अभिभावकों, शिक्षकों और मीडिया को मिलकर ऐसी सोच विकसित करनी होगी, जिसमें महिला को बराबरी का दर्जा मिले। वास्तव में, नारी सम्मान ही सभ्य समाज की सच्ची पहचान है। परिवार, विद्यालय और समाज सभी को मिलकर ऐसी मानसिकता विकसित करनी होगी, जिसमें महिला को स्वतंत्र और सुरक्षित नागरिक के रूप में स्वीकार किया जाए। <box>32 189 368 656</box>
article-bangladesh-dropcap: बां <box>404 1829 451 1869</box>
sidebar-sub5: सोमवार व्रत करने की विधि (संक्षेप में) <box>1250 2087 1389 2100</box>
rashifal-title-1: आज का <box>69 1440 142 1467</box>
list-item: कन्या - आज आपकी कार्यों में व्यवस्थित रहना होगा। छोटी-छोटी बातों पर ध्यान देना फायदेमंद रहेगा। आर्थिक लाभ के संकेत हैं। <box>32 1820 366 1847</box>
sidebar-sub1-body: ज्योतिष के अनुसार सप्ताह का प्रत्येक दिन किसी न किसी ग्रह से जुड़ा है। सोमवार का स्वामी ग्रह चंद्रमा है। 'सोम' शब्द का अर्थ ही चंद्र होता है। इसलिए इस दिन किया गया व्रत और पूजन सीधे चंद्र ग्रह को प्रभावित करता है। यदि किसी की कुंडली में चंद्रमा कमजोर हो पाप ग्रहों से पीड़ित हो अमावस्या जन्म हो या राहु-केतु से प्रभावित हो तो सोमवार का व्रत अत्यंत लाभकारी माना जाता है। <box>1144 1751 1495 1810</box>
article-bangladesh <box>390 1531 1122 2363</box>
rashifal-date-title: 16 फरवरी 2026 पंचांग एवं राशिफल <box>107 1555 291 1569</box>
dateline: ग्वालियर, सोमवार 16 फरवरी, 2026 <box>1093 19 1342 39</box>
rashifal-title-card <box>41 1429 186 1524</box>
rashifal-list <box>32 1634 366 2338</box>
sign-name: वृश्चिक <box>32 1893 58 1905</box>
editor-headline: नारी ही परिवार की खुशी, राष्ट्र का गौरव और सुख की धुरी है <box>32 116 357 175</box>
sign-name: मेष <box>32 1636 44 1647</box>
